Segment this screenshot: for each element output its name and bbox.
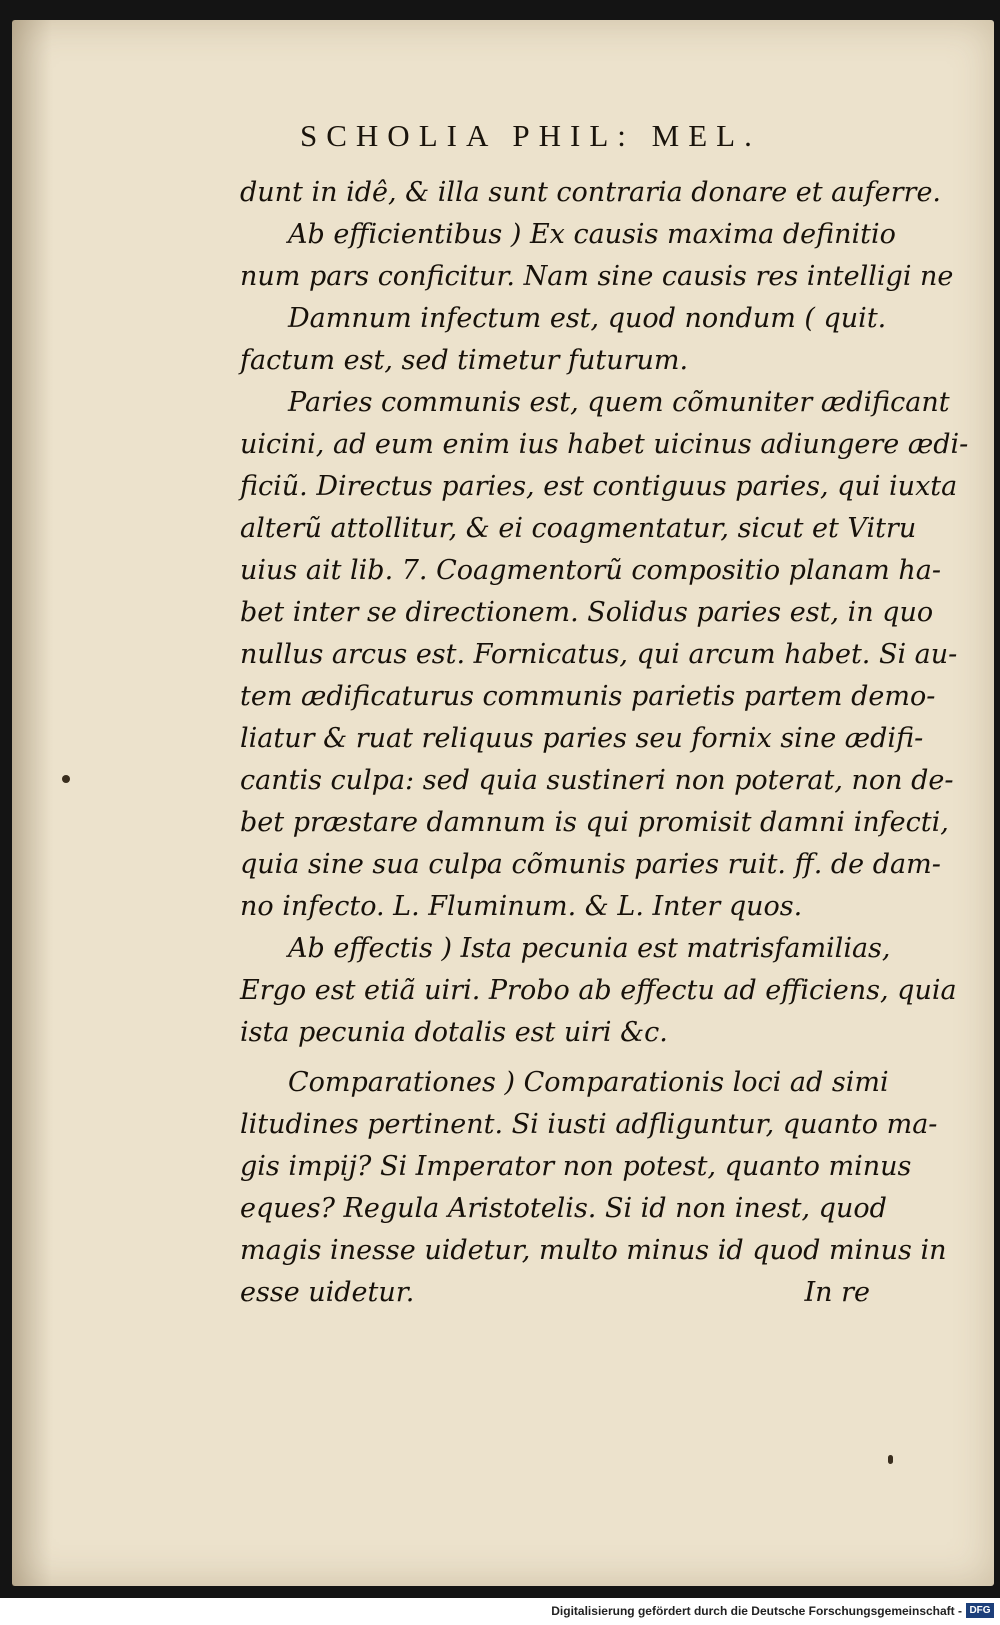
text-line: eques? Regula Aristotelis. Si id non inest, quod: [240, 1193, 887, 1224]
text-line: bet inter se directionem. Solidus paries est, in quo: [240, 597, 934, 628]
gutter-shadow: [12, 20, 52, 1586]
text-line: magis inesse uidetur, multo minus id quod minus in: [240, 1235, 947, 1266]
text-line: cantis culpa: sed quia sustineri non poterat, non de-: [240, 765, 954, 796]
text-line: num pars conficitur. Nam sine causis res intelligi ne: [240, 261, 954, 292]
digitization-footer: [0, 1598, 1000, 1625]
text-line: ista pecunia dotalis est uiri &c.: [240, 1017, 668, 1048]
running-head: SCHOLIA PHIL: MEL.: [300, 118, 761, 153]
text-line: factum est, sed timetur futurum.: [240, 345, 689, 376]
catchword: In re: [804, 1277, 870, 1308]
text-line: tem ædificaturus communis parietis partem demo-: [240, 681, 936, 712]
text-line: litudines pertinent. Si iusti adfliguntur, quanto ma-: [240, 1109, 938, 1140]
last-line-text: esse uidetur.: [240, 1277, 415, 1308]
text-line: Ab effectis ) Ista pecunia est matrisfamilias,: [288, 933, 891, 964]
text-line: Comparationes ) Comparationis loci ad simi: [288, 1067, 889, 1098]
text-line: Ab efficientibus ) Ex causis maxima definitio: [288, 219, 896, 250]
dfg-logo: DFG: [966, 1603, 994, 1618]
text-line: uius ait lib. 7. Coagmentorũ compositio planam ha-: [240, 555, 941, 586]
text-line: Ergo est etiã uiri. Probo ab effectu ad efficiens, quia: [240, 975, 957, 1006]
text-line: uicini, ad eum enim ius habet uicinus adiungere ædi-: [240, 429, 969, 460]
text-line: [240, 1272, 880, 1314]
text-line: quia sine sua culpa cõmunis paries ruit. ff. de dam-: [240, 849, 941, 880]
text-line: no infecto. L. Fluminum. & L. Inter quos.: [240, 891, 803, 922]
page-corner-mark: [888, 1455, 893, 1464]
text-line: Paries communis est, quem cõmuniter ædificant: [288, 387, 950, 418]
text-line: Damnum infectum est, quod nondum ( quit.: [288, 303, 887, 334]
margin-ink-spot: [62, 775, 70, 783]
text-line: dunt in idê, & illa sunt contraria donare et auferre.: [240, 177, 942, 208]
text-line: gis impij? Si Imperator non potest, quanto minus: [240, 1151, 912, 1182]
text-line: nullus arcus est. Fornicatus, qui arcum habet. Si au-: [240, 639, 958, 670]
funding-credit: Digitalisierung gefördert durch die Deutsche Forschungsgemeinschaft -: [551, 1604, 962, 1618]
text-line: liatur & ruat reliquus paries seu fornix sine ædifi-: [240, 723, 924, 754]
text-line: ficiũ. Directus paries, est contiguus paries, qui iuxta: [240, 471, 958, 502]
text-line: alterũ attollitur, & ei coagmentatur, sicut et Vitru: [240, 513, 917, 544]
text-line: bet præstare damnum is qui promisit damni infecti,: [240, 807, 949, 838]
body-text: [240, 172, 969, 1314]
